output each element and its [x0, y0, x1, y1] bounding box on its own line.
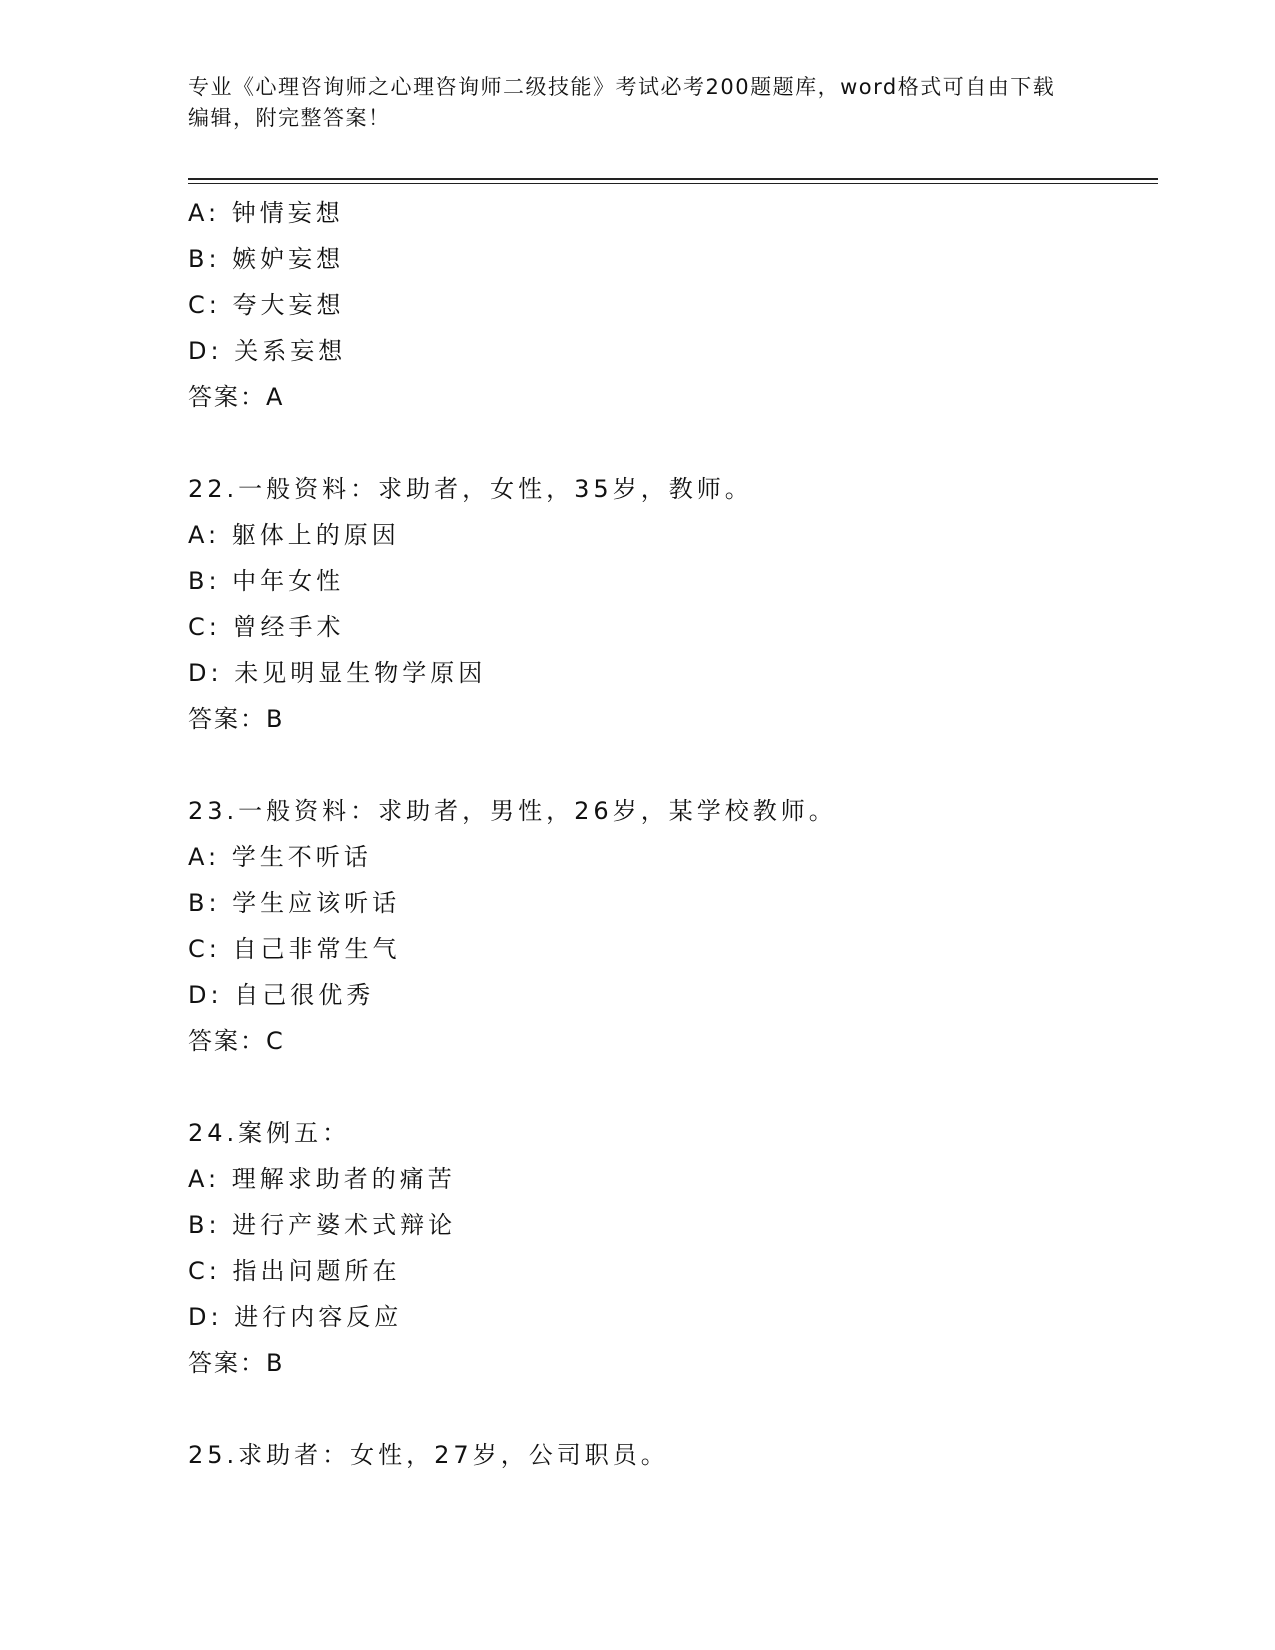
header-divider-thin — [188, 183, 1158, 184]
option-d: D: 未见明显生物学原因 — [188, 659, 487, 687]
option-a: A: 钟情妄想 — [188, 199, 344, 227]
question-stem: 23.一般资料：求助者，男性，26岁，某学校教师。 — [188, 797, 837, 825]
answer: 答案：B — [188, 1349, 285, 1377]
question-25 — [188, 1432, 1158, 1478]
question-stem: 22.一般资料：求助者，女性，35岁，教师。 — [188, 475, 753, 503]
question-21 — [188, 190, 1158, 420]
question-stem: 25.求助者：女性，27岁，公司职员。 — [188, 1441, 669, 1469]
option-d: D: 自己很优秀 — [188, 981, 375, 1009]
question-stem: 24.案例五： — [188, 1119, 351, 1147]
question-list — [188, 190, 1158, 1478]
option-a: A: 躯体上的原因 — [188, 521, 400, 549]
option-a: A: 学生不听话 — [188, 843, 372, 871]
option-b: B: 中年女性 — [188, 567, 345, 595]
option-b: B: 进行产婆术式辩论 — [188, 1211, 457, 1239]
header-divider — [188, 178, 1158, 180]
document-header: 专业《心理咨询师之心理咨询师二级技能》考试必考200题题库，word格式可自由下载编辑，附完整答案！ — [188, 75, 1056, 130]
answer: 答案：C — [188, 1027, 285, 1055]
option-c: C: 曾经手术 — [188, 613, 345, 641]
answer: 答案：A — [188, 383, 285, 411]
option-d: D: 进行内容反应 — [188, 1303, 403, 1331]
option-b: B: 学生应该听话 — [188, 889, 401, 917]
option-b: B: 嫉妒妄想 — [188, 245, 345, 273]
option-c: C: 自己非常生气 — [188, 935, 401, 963]
option-d: D: 关系妄想 — [188, 337, 347, 365]
option-c: C: 夸大妄想 — [188, 291, 345, 319]
question-24 — [188, 1110, 1158, 1386]
option-a: A: 理解求助者的痛苦 — [188, 1165, 456, 1193]
answer: 答案：B — [188, 705, 285, 733]
question-23 — [188, 788, 1158, 1064]
option-c: C: 指出问题所在 — [188, 1257, 401, 1285]
question-22 — [188, 466, 1158, 742]
